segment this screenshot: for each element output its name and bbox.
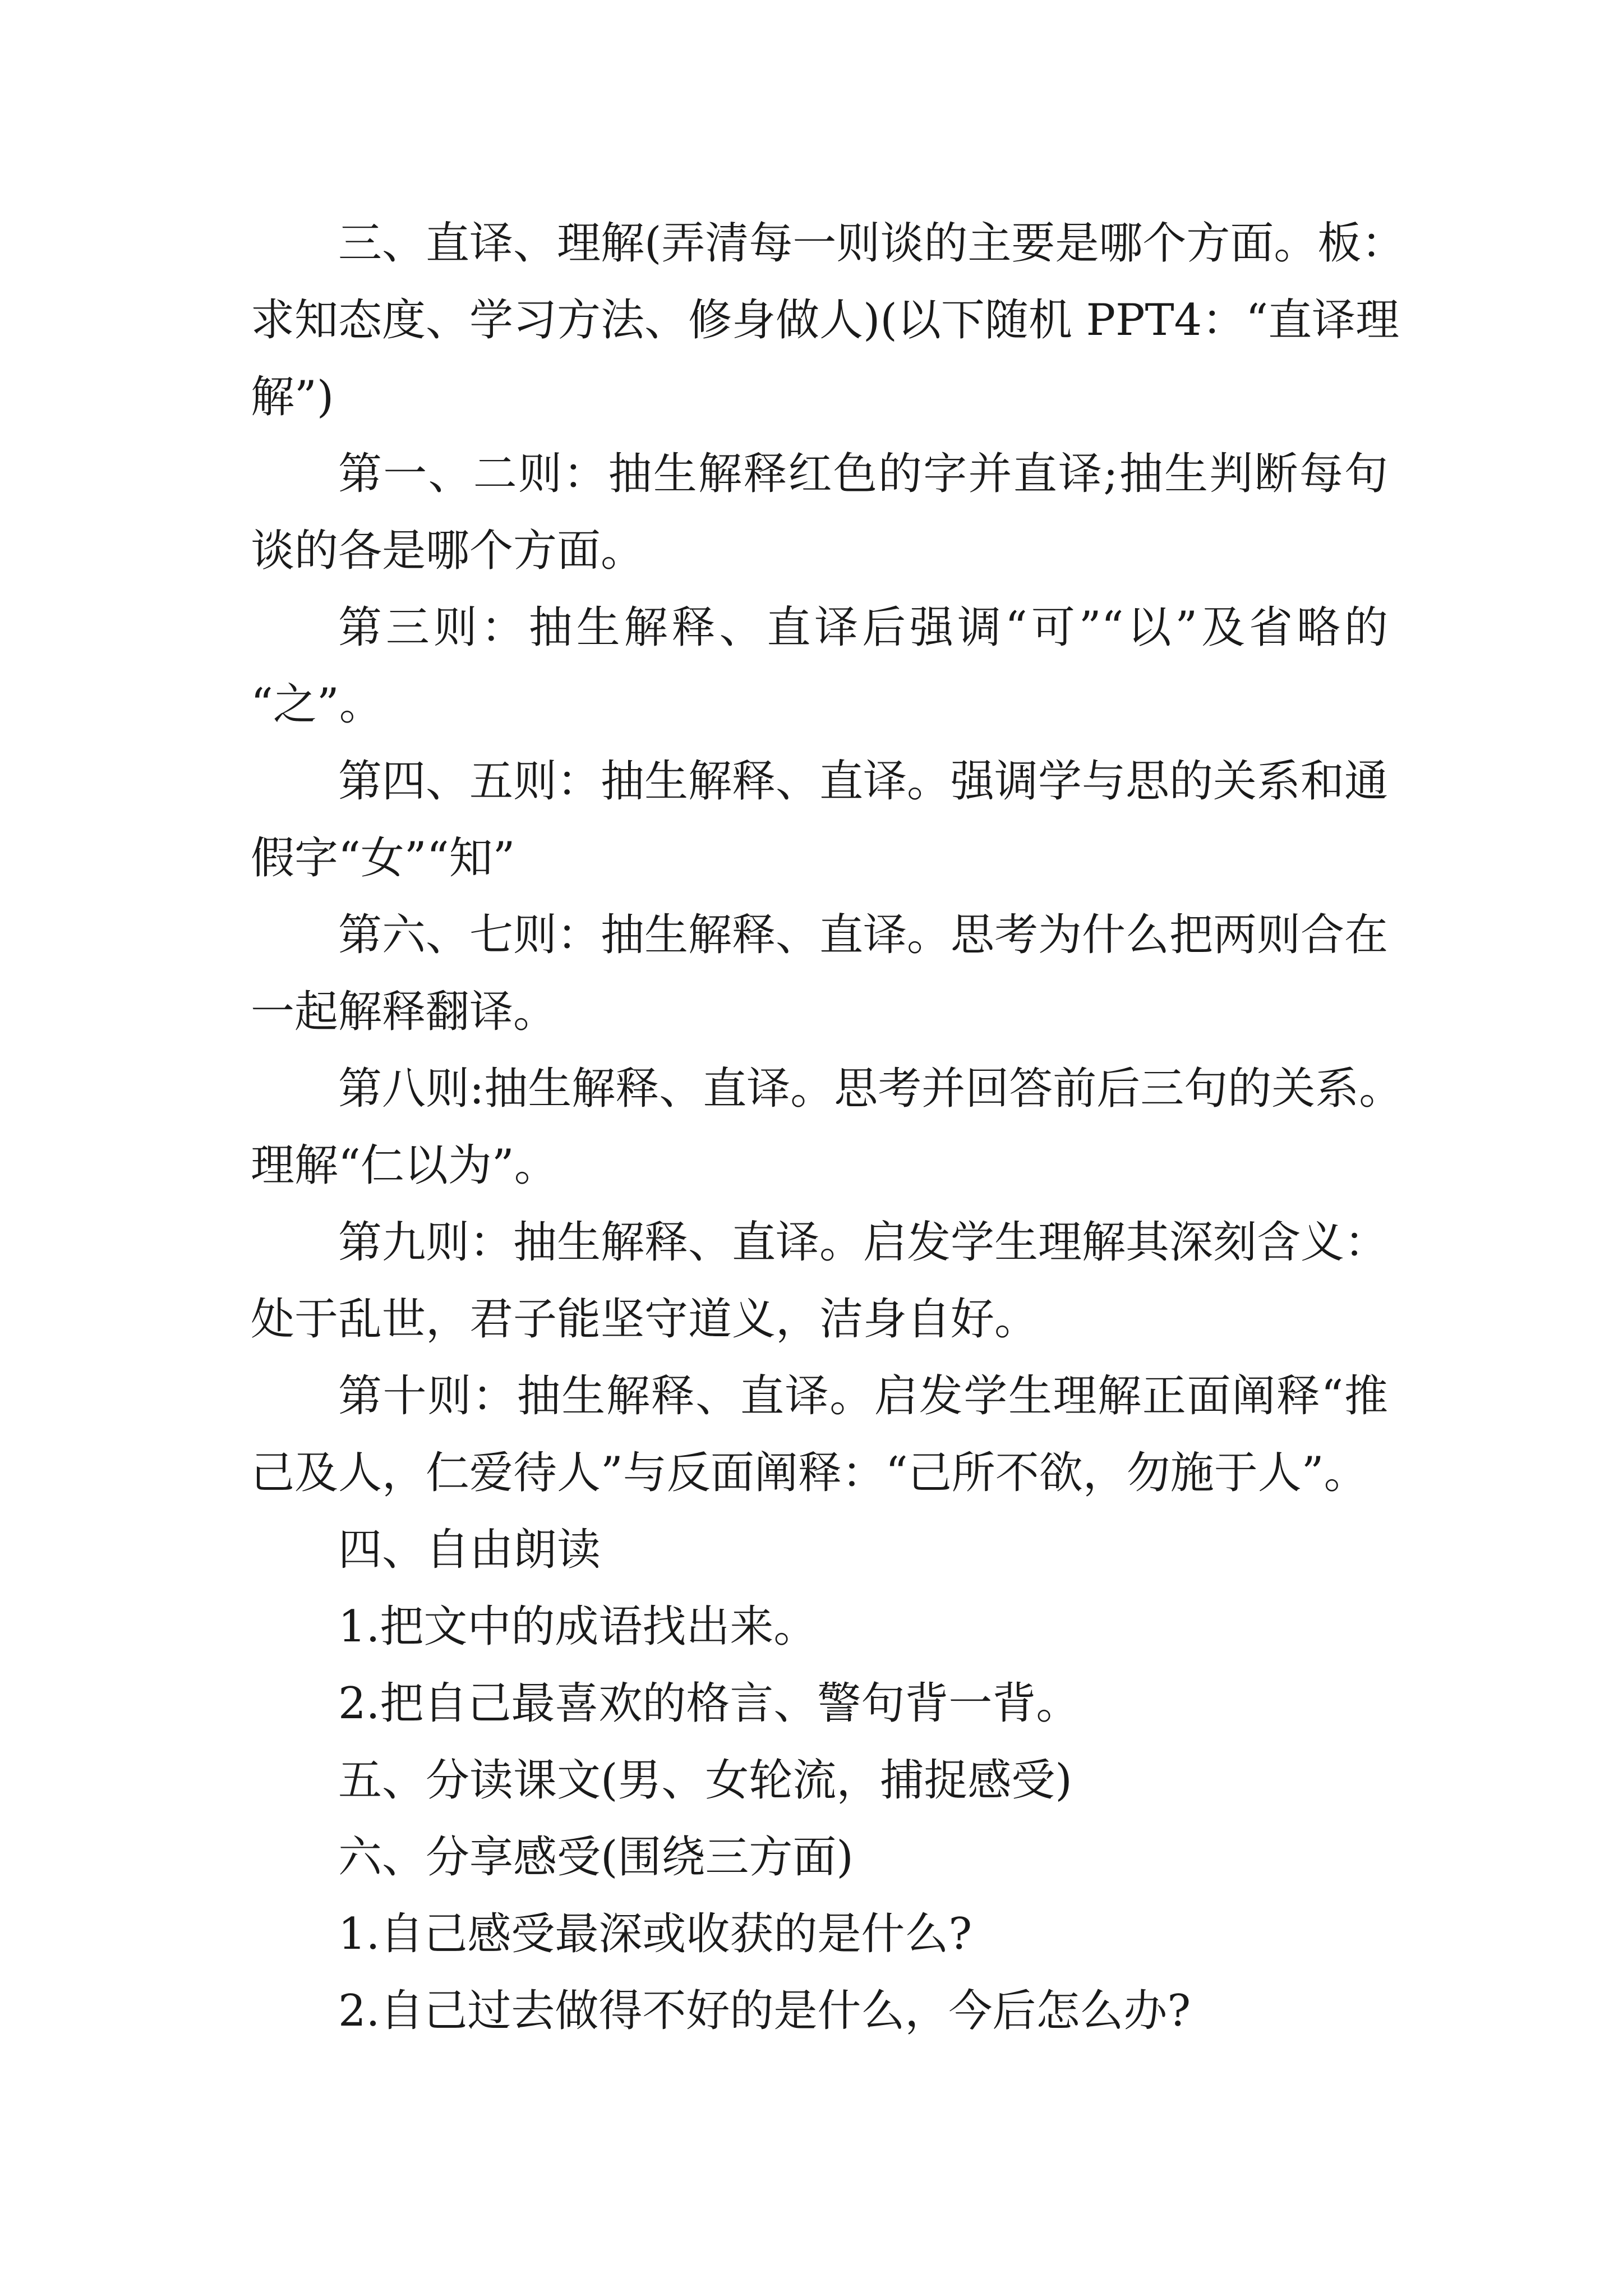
text-line: 第四、五则：抽生解释、直译。强调学与思的关系和通 (338, 756, 1389, 807)
text-line: 三、直译、理解(弄清每一则谈的主要是哪个方面。板： (338, 218, 1405, 269)
list-item (251, 1665, 1388, 1742)
rule-three-paragraph (251, 590, 1388, 743)
text-line: 假字“女”“知” (251, 833, 515, 884)
text-line: 处于乱世，君子能坚守道义，洁身自好。 (251, 1294, 1039, 1345)
section-four-heading (251, 1512, 1388, 1589)
text-line: 1.把文中的成语找出来。 (338, 1602, 818, 1652)
text-line: 第六、七则：抽生解释、直译。思考为什么把两则合在 (338, 910, 1389, 960)
text-line: 第一、二则：抽生解释红色的字并直译;抽生判断每句 (338, 449, 1388, 499)
text-line: 第三则：抽生解释、直译后强调“可”“以”及省略的 (338, 602, 1388, 653)
text-line: “之”。 (251, 679, 383, 730)
text-line: 解”) (251, 372, 334, 422)
rules-six-seven-paragraph (251, 897, 1388, 1051)
text-line: 四、自由朗读 (338, 1525, 601, 1575)
text-line: 第九则：抽生解释、直译。启发学生理解其深刻含义： (338, 1217, 1389, 1268)
text-line: 一起解释翻译。 (251, 987, 557, 1037)
text-line: 求知态度、学习方法、修身做人)(以下随机 PPT4：“直译理 (251, 295, 1400, 346)
rule-eight-paragraph (251, 1051, 1403, 1204)
list-item (251, 1589, 1388, 1665)
text-line: 理解“仁以为”。 (251, 1140, 558, 1191)
text-line: 第十则：抽生解释、直译。启发学生理解正面阐释“推 (338, 1371, 1388, 1421)
text-line: 五、分读课文(男、女轮流，捕捉感受) (338, 1755, 1072, 1806)
section-five-heading (251, 1742, 1388, 1819)
text-line: 第八则:抽生解释、直译。思考并回答前后三句的关系。 (338, 1064, 1403, 1114)
text-line: 1.自己感受最深或收获的是什么? (338, 1909, 972, 1959)
document-body (251, 205, 1405, 2050)
section-six-heading (251, 1819, 1388, 1896)
text-line: 己及人，仁爱待人”与反面阐释：“己所不欲，勿施于人”。 (251, 1448, 1368, 1498)
text-line: 2.把自己最喜欢的格言、警句背一背。 (338, 1678, 1080, 1729)
rule-ten-paragraph (251, 1358, 1388, 1512)
list-item (251, 1896, 1388, 1973)
list-item (251, 1973, 1388, 2050)
text-line: 2.自己过去做得不好的是什么，今后怎么办? (338, 1986, 1191, 2036)
text-line: 谈的各是哪个方面。 (251, 526, 645, 576)
rule-nine-paragraph (251, 1204, 1388, 1358)
rules-four-five-paragraph (251, 743, 1388, 897)
rules-one-two-paragraph (251, 436, 1388, 590)
text-line: 六、分享感受(围绕三方面) (338, 1832, 854, 1883)
section-three-paragraph (251, 205, 1405, 436)
